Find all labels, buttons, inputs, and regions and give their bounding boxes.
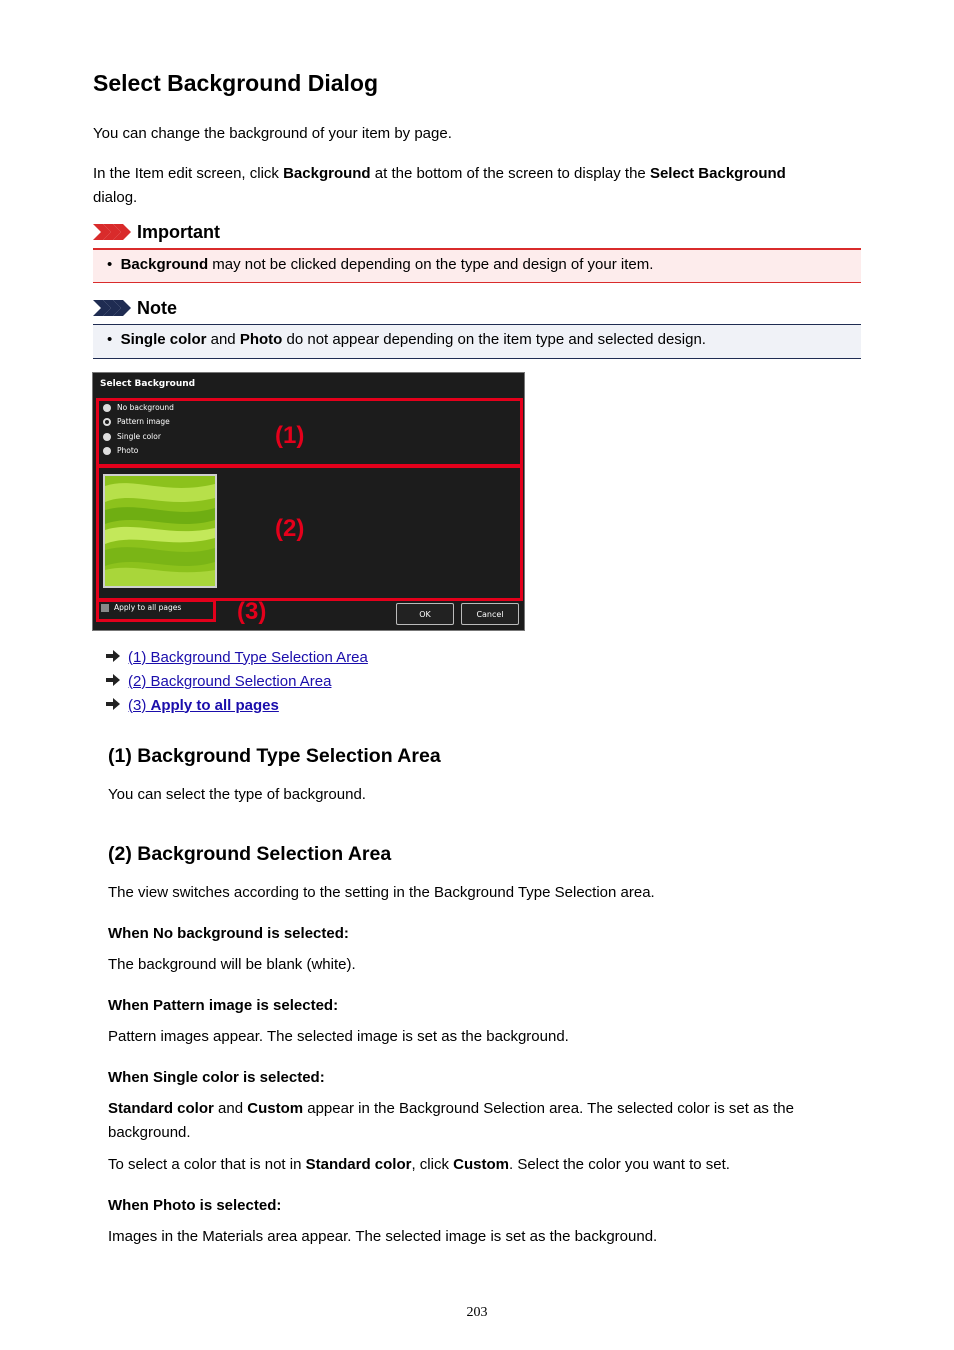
link-background-selection-area[interactable]: (2) Background Selection Area xyxy=(128,672,332,690)
pattern-thumbnail[interactable] xyxy=(103,474,217,588)
link-background-type-selection-area[interactable]: (1) Background Type Selection Area xyxy=(128,648,368,666)
pattern-image-icon xyxy=(105,476,215,586)
arrow-right-icon xyxy=(106,649,120,666)
link-row-3 xyxy=(106,695,279,715)
marker-1: (1) xyxy=(275,422,305,449)
section-1-heading: (1) Background Type Selection Area xyxy=(108,745,441,767)
select-background-dialog xyxy=(92,372,525,631)
pattern-image-text: Pattern images appear. The selected image is set as the background. xyxy=(108,1028,569,1045)
radio-pattern-image[interactable] xyxy=(103,418,111,426)
section-2-text: The view switches according to the setting in the Background Type Selection area. xyxy=(108,884,655,901)
page-number: 203 xyxy=(466,1305,488,1320)
arrow-right-icon xyxy=(106,697,120,714)
option-photo: Photo xyxy=(117,446,139,455)
apply-all-pages-label: Apply to all pages xyxy=(114,603,182,612)
note-item: • Single color and Photo do not appear depending on the item type and selected design. xyxy=(107,331,706,348)
link-row-1 xyxy=(106,647,368,667)
important-item: • Background may not be clicked depending on the type and design of your item. xyxy=(107,256,654,273)
note-box xyxy=(93,324,861,359)
photo-text: Images in the Materials area appear. The selected image is set as the background. xyxy=(108,1228,658,1245)
section-2-heading: (2) Background Selection Area xyxy=(108,843,392,865)
section-1-text: You can select the type of background. xyxy=(108,786,366,803)
no-background-heading: When No background is selected: xyxy=(108,925,349,942)
dialog-title: Select Background xyxy=(100,379,196,389)
important-heading: Important xyxy=(93,221,220,243)
single-color-text: Standard color and Custom appear in the Background Selection area. The selected color is set as the background. xyxy=(108,1100,794,1141)
no-background-text: The background will be blank (white). xyxy=(108,956,356,973)
link-apply-to-all-pages[interactable]: (3) Apply to all pages xyxy=(128,696,279,714)
option-pattern-image: Pattern image xyxy=(117,417,170,426)
option-no-background: No background xyxy=(117,403,174,412)
intro-text-2: In the Item edit screen, click Background at the bottom of the screen to display the Select Background dialog. xyxy=(93,165,786,206)
marker-2: (2) xyxy=(275,515,305,542)
apply-all-pages-checkbox[interactable] xyxy=(101,604,109,612)
intro-text: You can change the background of your item by page. xyxy=(93,125,452,142)
radio-single-color[interactable] xyxy=(103,433,111,441)
single-color-text-2: To select a color that is not in Standard color, click Custom. Select the color you want to set. xyxy=(108,1156,730,1173)
pattern-image-heading: When Pattern image is selected: xyxy=(108,997,339,1014)
photo-heading: When Photo is selected: xyxy=(108,1197,282,1214)
note-heading: Note xyxy=(93,297,177,319)
single-color-heading: When Single color is selected: xyxy=(108,1069,325,1086)
page-title: Select Background Dialog xyxy=(93,70,379,96)
ok-button[interactable]: OK xyxy=(396,603,454,625)
link-row-2 xyxy=(106,671,331,691)
important-chevron-icon xyxy=(93,224,131,240)
radio-photo[interactable] xyxy=(103,447,111,455)
arrow-right-icon xyxy=(106,673,120,690)
option-single-color: Single color xyxy=(117,432,161,441)
radio-no-background[interactable] xyxy=(103,404,111,412)
cancel-button[interactable]: Cancel xyxy=(461,603,519,625)
note-chevron-icon xyxy=(93,300,131,316)
important-box xyxy=(93,248,861,283)
marker-3: (3) xyxy=(237,598,267,625)
